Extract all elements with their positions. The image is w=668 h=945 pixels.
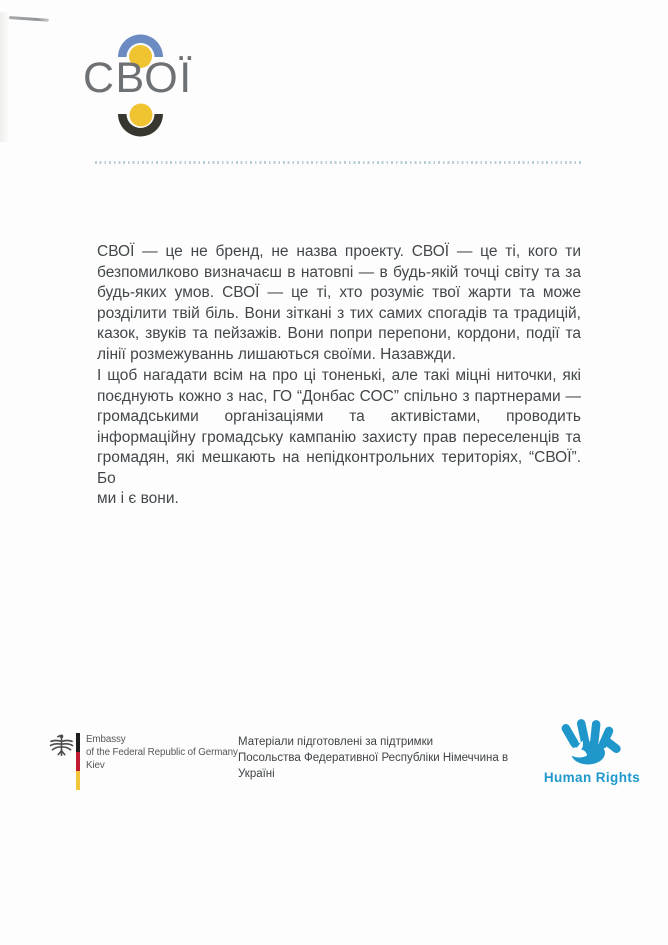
paragraph-1-line: лінії розмежуваннь лишаються своїми. Назавжди. [97, 345, 456, 363]
paragraph-1-line: СВОЇ — це не бренд, не назва проекту. СВОЇ — це ті, кого ти [97, 243, 581, 260]
human-rights-label: Human Rights [543, 770, 641, 785]
paragraph-1 [97, 242, 581, 365]
paragraph-2 [97, 366, 581, 510]
paragraph-2-line: громадян, які мешкають на непідконтрольних територіях, “СВОЇ”. Бо [97, 449, 581, 487]
paragraph-2-line: ми і є вони. [97, 490, 179, 507]
embassy-caption-line: Embassy [86, 734, 126, 745]
logo-bottom-arc-dot-icon [117, 100, 164, 138]
human-rights-logo-block [541, 719, 643, 785]
german-embassy-logo-block [49, 730, 239, 792]
hand-with-dove-icon [559, 719, 625, 769]
german-federal-eagle-icon [49, 732, 74, 758]
paragraph-2-line: І щоб нагадати всім на про ці тоненькі, але такі міцні ниточки, які [97, 367, 581, 384]
paragraph-1-line: будь-яких умов. СВОЇ — це ті, хто розуміє твої жарти та може [97, 284, 581, 301]
scan-artifact-line [9, 16, 49, 21]
german-flag-stripe [76, 733, 80, 790]
paragraph-1-line: казок, звуків та пейзажів. Вони попри перепони, кордони, події та [97, 325, 581, 342]
support-note [238, 735, 538, 782]
paragraph-2-line: громадськими організаціями та активістами, проводить [97, 408, 581, 425]
support-note-line: Посольства Федеративної Республіки Німеччина в Україні [238, 751, 509, 780]
paragraph-2-line: інформаційну громадську кампанію захисту прав переселенців та [97, 428, 581, 446]
paragraph-1-line: безпомилково визначаєш в натовпі — в будь-якій точці світу та за [97, 263, 581, 281]
scan-page-edge-shadow [0, 12, 9, 142]
embassy-caption-line: Kiev [86, 760, 105, 771]
logo-wordmark: СВОЇ [83, 54, 193, 102]
paragraph-2-line: поєднують кожно з нас, ГО “Донбас СОС” спільно з партнерами — [97, 387, 581, 405]
embassy-caption [86, 733, 238, 772]
dotted-divider [95, 161, 581, 164]
embassy-caption-line: of the Federal Republic of Germany [86, 747, 238, 758]
svoi-logo [83, 30, 203, 140]
support-note-line: Матеріали підготовлені за підтримки [238, 736, 434, 748]
paragraph-1-line: розділити твій біль. Вони зіткані з тих самих спогадів та традицій, [97, 304, 581, 322]
